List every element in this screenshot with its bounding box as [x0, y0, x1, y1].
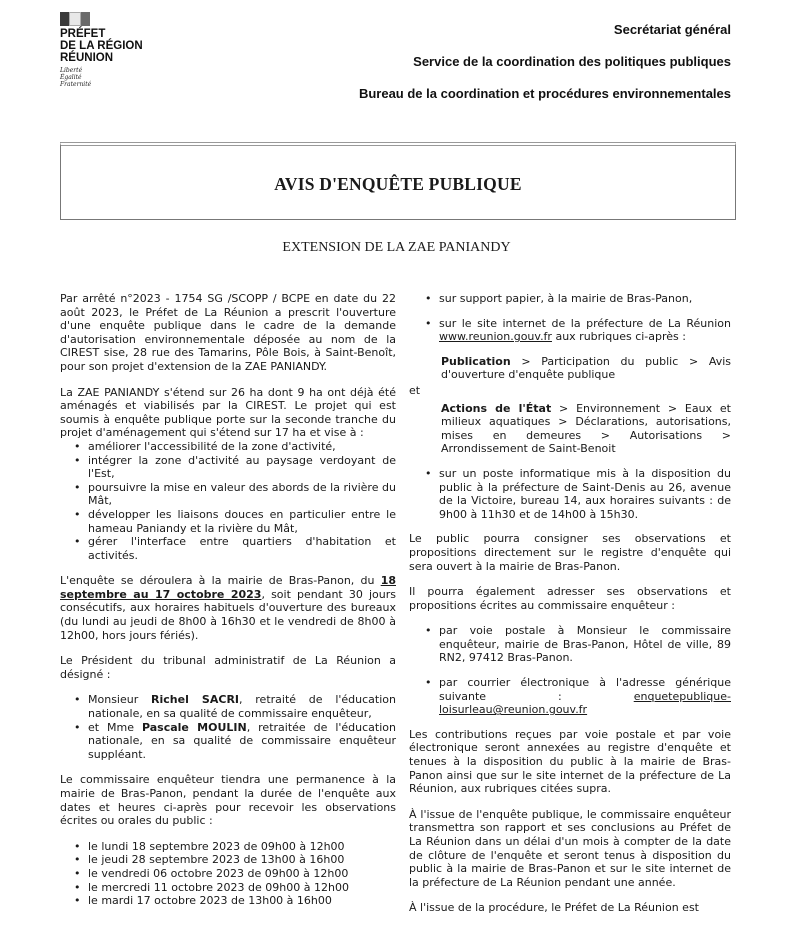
designation-paragraph: Le Président du tribunal administratif de La Réunion a désigné :	[60, 654, 396, 681]
list-item: • le mardi 17 octobre 2023 de 13h00 à 16h00	[60, 894, 396, 908]
marianne-flag-icon	[60, 12, 90, 26]
list-item: • intégrer la zone d'activité au paysage verdoyant de l'Est,	[60, 454, 396, 481]
header-service: Service de la coordination des politiques publiques	[413, 54, 731, 69]
publication-path: Publication > Participation du public > Avis d'ouverture d'enquête publique	[441, 354, 731, 382]
procedure-paragraph: À l'issue de la procédure, le Préfet de La Réunion est	[409, 901, 699, 915]
commissioners-list	[60, 693, 396, 761]
contact-list	[409, 624, 731, 717]
page-title: AVIS D'ENQUÊTE PUBLIQUE	[274, 174, 522, 194]
list-item: • sur support papier, à la mairie de Bras-Panon,	[409, 292, 731, 306]
title-box	[60, 142, 736, 220]
list-item: • le mercredi 11 octobre 2023 de 09h00 à 12h00	[60, 881, 396, 895]
list-item: • poursuivre la mise en valeur des abords de la rivière du Mât,	[60, 481, 396, 508]
list-item: • le jeudi 28 septembre 2023 de 13h00 à 16h00	[60, 853, 396, 867]
permanence-paragraph: Le commissaire enquêteur tiendra une permanence à la mairie de Bras-Panon, pendant la durée de l'enquête aux dates et heures ci-après pour recevoir les observations écrites ou orales du public :	[60, 773, 396, 828]
project-paragraph: La ZAE PANIANDY s'étend sur 26 ha dont 9 ha ont déjà été aménagés et viabilisés par la CIREST. Le projet qui est soumis à enquête publique porte sur la seconde tranche du projet d'aménagement qui s'étend sur 17 ha et vise à :	[60, 385, 396, 440]
list-item: • sur un poste informatique mis à la disposition du public à la préfecture de Saint-Denis au 26, avenue de la Victoire, bureau 14, aux horaires suivants : de 9h00 à 11h30 et de 14h00 à 15h30.	[409, 467, 731, 521]
report-paragraph: À l'issue de l'enquête publique, le commissaire enquêteur transmettra son rapport et ses conclusions au Préfet de La Réunion dans un délai d'un mois à compter de la date de clôture de l'enquête et seront tenus à disposition du public à la mairie de Bras-Panon et sur le site internet de la préfecture de La Réunion pendant une année.	[409, 807, 731, 889]
list-item: • par voie postale à Monsieur le commissaire enquêteur, mairie de Bras-Panon, Hôtel de ville, 89 RN2, 97412 Bras-Panon.	[409, 624, 731, 665]
list-item: • gérer l'interface entre quartiers d'habitation et activités.	[60, 535, 396, 562]
address-paragraph: Il pourra également adresser ses observations et propositions écrites au commissaire enquêteur :	[409, 585, 731, 612]
list-item: • le vendredi 06 octobre 2023 de 09h00 à 12h00	[60, 867, 396, 881]
sessions-list	[60, 840, 396, 908]
prefecture-logo	[60, 12, 170, 88]
register-paragraph: Le public pourra consigner ses observations et propositions directement sur le registre d'enquête qui sera ouvert à la mairie de Bras-Panon.	[409, 532, 731, 573]
left-column	[60, 292, 396, 908]
list-item: • développer les liaisons douces en particulier entre le hameau Paniandy et la rivière du Mât,	[60, 508, 396, 535]
dates-paragraph: L'enquête se déroulera à la mairie de Bras-Panon, du 18 septembre au 17 octobre 2023, soit pendant 30 jours consécutifs, aux horaires habituels d'ouverture des bureaux (du lundi au jeudi de 8h00 à 16h30 et le vendredi de 8h00 à 12h00, hors jours fériés).	[60, 574, 396, 642]
list-item: • et Mme Pascale MOULIN, retraitée de l'éducation nationale, en sa qualité de commissaire enquêteur suppléant.	[60, 721, 396, 762]
kiosk-list	[409, 467, 731, 521]
list-item: • par courrier électronique à l'adresse générique suivante : enquetepublique-loisurleau@reunion.gouv.fr	[409, 676, 731, 717]
list-item: • sur le site internet de la préfecture de La Réunion www.reunion.gouv.fr aux rubriques ci-après :	[409, 317, 731, 344]
right-column	[409, 292, 731, 927]
inquiry-dates: 18 septembre au 17 octobre 2023	[60, 574, 396, 601]
list-item: • Monsieur Richel SACRI, retraité de l'éducation nationale, en sa qualité de commissaire enquêteur,	[60, 693, 396, 720]
decree-paragraph: Par arrêté n°2023 - 1754 SG /SCOPP / BCPE en date du 22 août 2023, le Préfet de La Réunion a prescrit l'ouverture d'une enquête publique dans le cadre de la demande d'autorisation environnementale déposée au nom de la CIREST sise, 28 rue des Tamarins, Pôle Bois, à Saint-Benoît, pour son projet d'extension de la ZAE PANIANDY.	[60, 292, 396, 373]
prefecture-website-link[interactable]: www.reunion.gouv.fr	[439, 330, 552, 344]
header-secretariat: Secrétariat général	[613, 22, 731, 37]
list-item: • le lundi 18 septembre 2023 de 09h00 à 12h00	[60, 840, 396, 854]
consultation-list	[409, 292, 731, 344]
list-item: • améliorer l'accessibilité de la zone d'activité,	[60, 440, 396, 454]
email-link[interactable]: enquetepublique-loisurleau@reunion.gouv.fr	[439, 689, 731, 717]
and-separator: et	[409, 383, 421, 397]
logo-motto: Liberté Égalité Fraternité	[60, 67, 92, 88]
actions-path: Actions de l'État > Environnement > Eaux et milieux aquatiques > Déclarations, autorisations, mises en demeures > Autorisations > Arrondissement de Saint-Benoit	[441, 401, 731, 456]
header-bureau: Bureau de la coordination et procédures environnementales	[358, 86, 731, 101]
logo-name: PRÉFET DE LA RÉGION RÉUNION	[60, 28, 143, 64]
contributions-paragraph: Les contributions reçues par voie postale et par voie électronique seront annexées au registre d'enquête et tenues à la disposition du public à la mairie de Bras-Panon ainsi que sur le site internet de la préfecture de La Réunion, aux rubriques citées supra.	[409, 727, 731, 796]
goals-list	[60, 440, 396, 562]
page-subtitle: EXTENSION DE LA ZAE PANIANDY	[282, 240, 511, 255]
